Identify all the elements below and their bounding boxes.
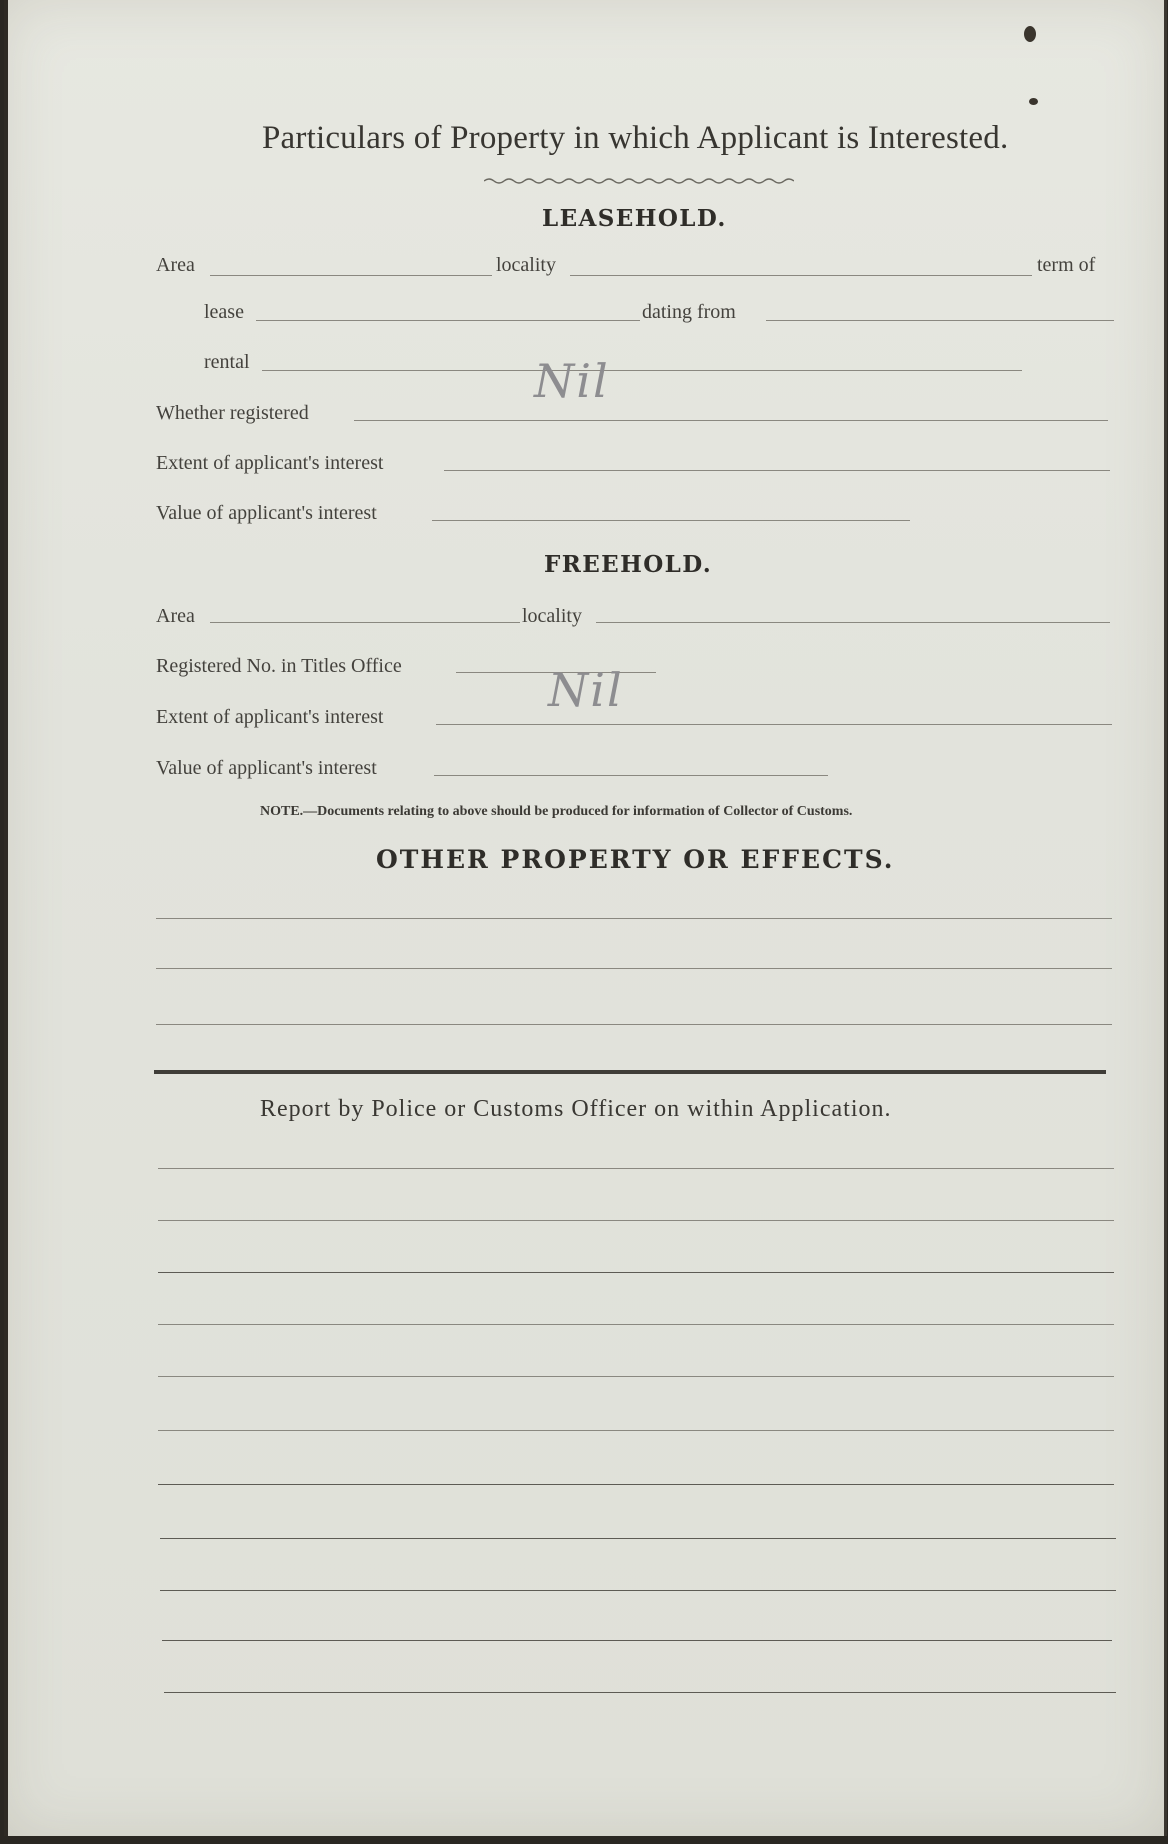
leasehold-value-line bbox=[432, 520, 910, 521]
leasehold-extent-line bbox=[444, 470, 1110, 471]
freehold-extent-line bbox=[436, 724, 1112, 725]
ink-blot bbox=[1024, 26, 1036, 42]
report-line bbox=[158, 1484, 1114, 1485]
leasehold-lease-label: lease bbox=[204, 301, 244, 323]
report-line bbox=[162, 1640, 1112, 1641]
freehold-value-label: Value of applicant's interest bbox=[156, 757, 377, 779]
freehold-locality-label: locality bbox=[522, 605, 582, 627]
leasehold-dating-label: dating from bbox=[642, 301, 736, 323]
freehold-value-line bbox=[434, 775, 828, 776]
leasehold-locality-label: locality bbox=[496, 254, 556, 276]
report-line bbox=[158, 1168, 1114, 1169]
other-property-line-2 bbox=[156, 968, 1112, 969]
report-heading: Report by Police or Customs Officer on within Application. bbox=[260, 1096, 892, 1122]
paper-edge bbox=[4, 0, 8, 1836]
report-line bbox=[158, 1430, 1114, 1431]
leasehold-area-label: Area bbox=[156, 254, 195, 276]
leasehold-registered-line bbox=[354, 420, 1108, 421]
leasehold-value-label: Value of applicant's interest bbox=[156, 502, 377, 524]
leasehold-handwritten-nil: Nil bbox=[534, 354, 610, 408]
report-line bbox=[158, 1220, 1114, 1221]
report-line bbox=[160, 1538, 1116, 1539]
title-ornament bbox=[484, 176, 794, 186]
report-line bbox=[160, 1590, 1116, 1591]
other-property-line-3 bbox=[156, 1024, 1112, 1025]
freehold-extent-label: Extent of applicant's interest bbox=[156, 706, 384, 728]
freehold-area-label: Area bbox=[156, 605, 195, 627]
other-property-line-1 bbox=[156, 918, 1112, 919]
ink-blot bbox=[1029, 98, 1038, 105]
leasehold-registered-label: Whether registered bbox=[156, 402, 309, 424]
section-divider bbox=[154, 1070, 1106, 1074]
report-line bbox=[158, 1272, 1114, 1273]
leasehold-rental-line bbox=[262, 370, 1022, 371]
leasehold-dating-line bbox=[766, 320, 1114, 321]
freehold-area-line bbox=[210, 622, 520, 623]
leasehold-term-label: term of bbox=[1037, 254, 1096, 276]
freehold-handwritten-nil: Nil bbox=[548, 663, 624, 717]
freehold-registered-no-label: Registered No. in Titles Office bbox=[156, 655, 402, 677]
page-title: Particulars of Property in which Applicant is Interested. bbox=[262, 120, 1009, 156]
freehold-locality-line bbox=[596, 622, 1110, 623]
form-page bbox=[4, 0, 1167, 1836]
report-line bbox=[158, 1324, 1114, 1325]
leasehold-heading: LEASEHOLD. bbox=[542, 205, 727, 232]
other-property-heading: OTHER PROPERTY OR EFFECTS. bbox=[376, 845, 895, 874]
collector-note: NOTE.—Documents relating to above should be produced for information of Collector of Customs. bbox=[260, 804, 853, 819]
leasehold-area-line bbox=[210, 275, 492, 276]
freehold-heading: FREEHOLD. bbox=[544, 551, 713, 578]
leasehold-lease-line bbox=[256, 320, 640, 321]
leasehold-rental-label: rental bbox=[204, 351, 250, 373]
report-line bbox=[158, 1376, 1114, 1377]
report-line bbox=[164, 1692, 1116, 1693]
leasehold-locality-line bbox=[570, 275, 1032, 276]
leasehold-extent-label: Extent of applicant's interest bbox=[156, 452, 384, 474]
